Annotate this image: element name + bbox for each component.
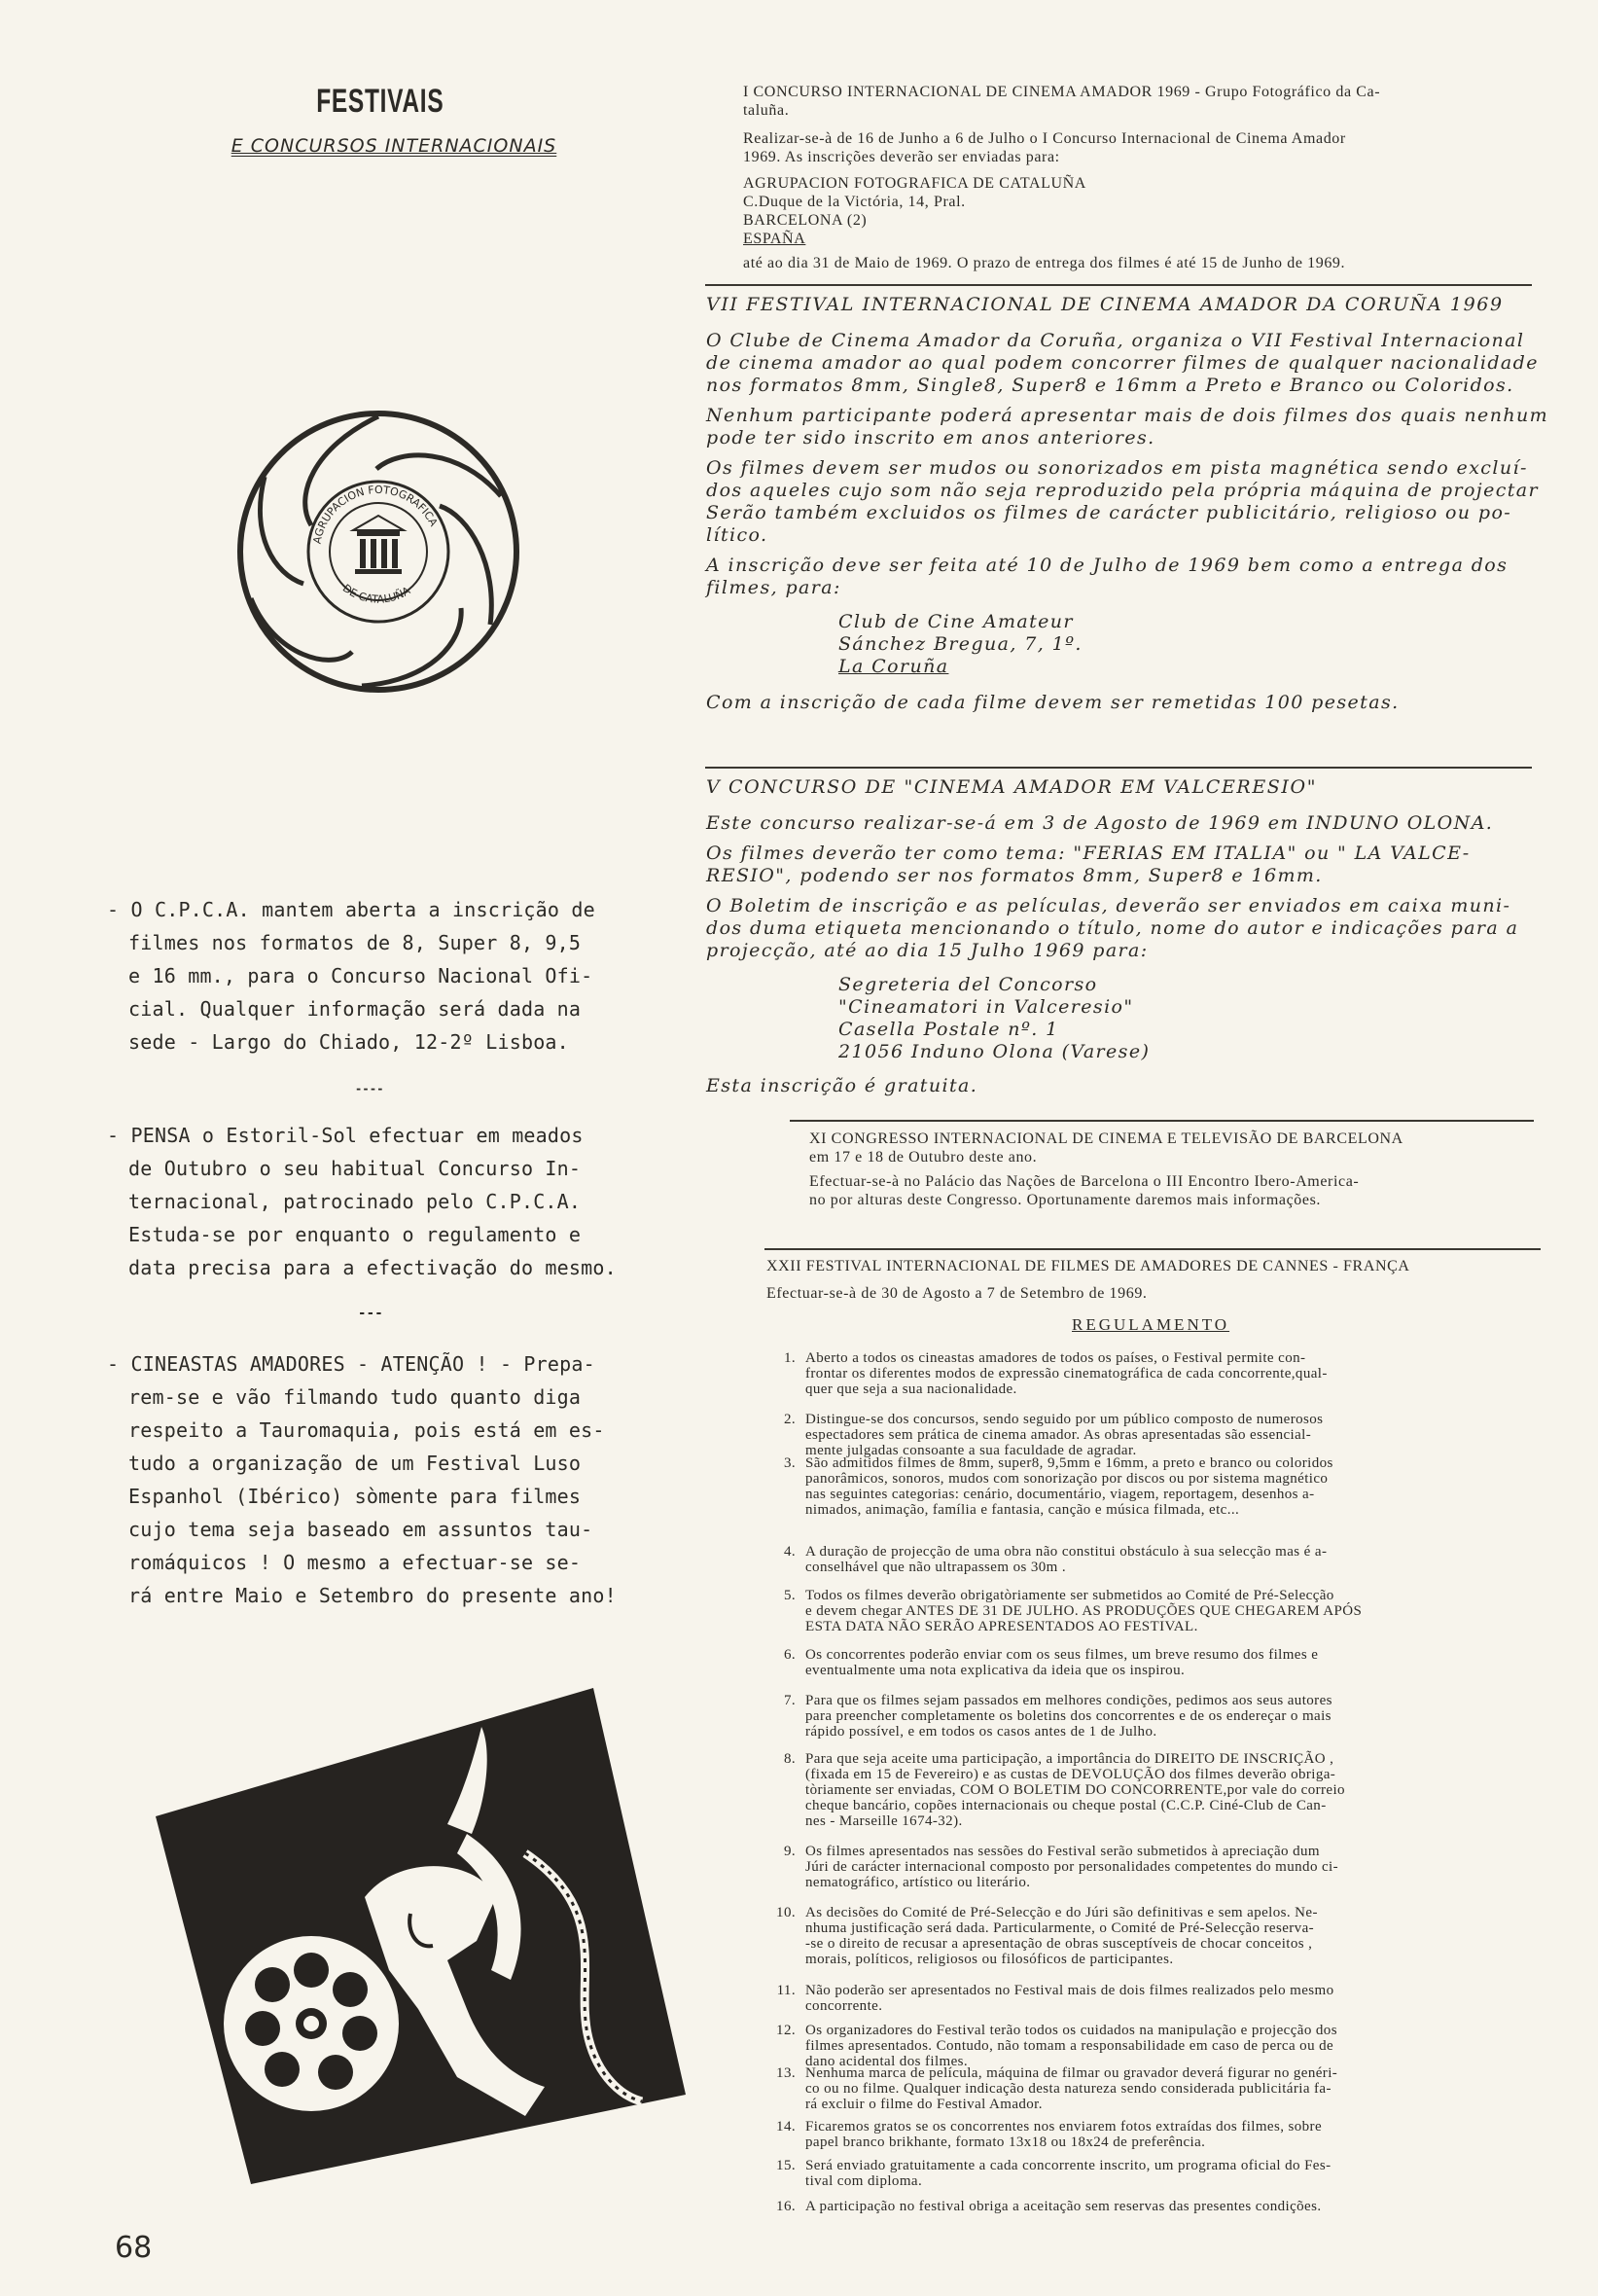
text-line: lítico. [706, 524, 768, 546]
regulation-line: morais, políticos, religiosos ou filosóficos de participantes. [805, 1952, 1174, 1967]
page-heading: FESTIVAIS [316, 83, 444, 120]
regulation-line: Não poderão ser apresentados no Festival mais de dois filmes realizados pelo mesmo [805, 1983, 1334, 1998]
regulation-line: Será enviado gratuitamente a cada concorrente inscrito, um programa oficial do Fes- [805, 2158, 1332, 2173]
regulation-line: A duração de projecção de uma obra não constitui obstáculo à sua selecção mas é a- [805, 1544, 1328, 1560]
regulation-text [805, 1647, 1540, 1678]
cannes-dates: Efectuar-se-à de 30 de Agosto a 7 de Setembro de 1969. [766, 1285, 1148, 1302]
regulation-line: nes - Marseille 1674-32). [805, 1813, 963, 1829]
note-line: cial. Qualquer informação será dada na [128, 997, 582, 1021]
note-line: e 16 mm., para o Concurso Nacional Ofi- [128, 964, 593, 987]
address-line: Casella Postale nº. 1 [838, 1019, 1059, 1040]
regulation-number: 14. [776, 2119, 796, 2135]
regulation-line: nas seguintes categorias: cenário, documentário, viagem, reportagem, desenhos a- [805, 1487, 1315, 1502]
text-line: em 17 e 18 de Outubro deste ano. [809, 1149, 1038, 1166]
note-line: Estuda-se por enquanto o regulamento e [128, 1223, 582, 1246]
regulation-line: tival com diploma. [805, 2173, 923, 2189]
text-line: dos duma etiqueta mencionando o título, nome do autor e indicações para a [706, 917, 1519, 939]
regulation-number: 6. [783, 1647, 796, 1663]
coruna-paragraph [706, 405, 1549, 449]
regulation-line: Os concorrentes poderão enviar com os seus filmes, um breve resumo dos filmes e [805, 1647, 1319, 1663]
text-line: nos formatos 8mm, Single8, Super8 e 16mm a Preto e Branco ou Coloridos. [706, 375, 1514, 396]
regulation-line: Ficaremos gratos se os concorrentes nos enviarem fotos extraídas dos filmes, sobre [805, 2119, 1323, 2135]
regulation-line: Nenhuma marca de película, máquina de filmar ou gravador deverá figurar no genéri- [805, 2065, 1338, 2081]
coruna-address [706, 611, 1543, 678]
regulation-line: nematográfico, artístico ou literário. [805, 1875, 1031, 1890]
regulation-line: para preencher completamente os boletins dos concorrentes e de os endereçar o mais [805, 1708, 1332, 1724]
regulation-text [805, 1588, 1540, 1634]
regulation-line: frontar os diferentes modos de expressão cinematográfica de cada concorrente,qual- [805, 1366, 1328, 1381]
valceresio-address [706, 974, 1543, 1063]
regulation-text [805, 1350, 1540, 1397]
regulation-text [805, 2065, 1540, 2112]
regulation-line: filmes apresentados. Contudo, não tomam a responsabilidade em caso de perca ou de [805, 2038, 1334, 2054]
regulation-number: 15. [776, 2158, 796, 2173]
regulation-line: nimados, animação, família e fantasia, canção e música filmada, etc... [805, 1502, 1240, 1518]
note-line: cujo tema seja baseado em assuntos tau- [128, 1518, 593, 1541]
cannes-title: XXII FESTIVAL INTERNACIONAL DE FILMES DE AMADORES DE CANNES - FRANÇA [766, 1258, 1410, 1274]
address-line: La Coruña [838, 656, 949, 677]
divider [790, 1120, 1534, 1122]
separator: ---- [355, 1082, 384, 1095]
regulation-line: Distingue-se dos concursos, sendo seguido por um público composto de numerosos [805, 1412, 1324, 1427]
coruna-paragraph [706, 330, 1543, 397]
catalunya-section [743, 83, 1541, 272]
regulation-line: São admitidos filmes de 8mm, super8, 9,5mm e 16mm, a preto e branco ou coloridos [805, 1455, 1333, 1471]
logo-bottom-text: DE CATALUÑA [339, 582, 413, 606]
regulation-number: 1. [783, 1350, 796, 1366]
note-line: Espanhol (Ibérico) sòmente para filmes [128, 1485, 582, 1508]
address-line: "Cineamatori in Valceresio" [838, 996, 1134, 1018]
matador-film-reel-illustration [156, 1688, 691, 2194]
valceresio-section [706, 776, 1543, 1097]
regulation-number: 11. [776, 1983, 796, 1998]
regulation-text [805, 2199, 1540, 2214]
text-line: Os filmes deverão ter como tema: "FERIAS EM ITALIA" ou " LA VALCE- [706, 843, 1471, 864]
regulamento-title: REGULAMENTO [1072, 1315, 1230, 1334]
regulation-line: mente julgadas consoante a sua faculdade de agradar. [805, 1443, 1137, 1458]
catalunya-text-line: 1969. As inscrições deverão ser enviadas para: [743, 149, 1060, 165]
note-line: data precisa para a efectivação do mesmo. [128, 1256, 617, 1279]
regulation-number: 8. [783, 1751, 796, 1767]
catalunya-title-line: I CONCURSO INTERNACIONAL DE CINEMA AMADOR 1969 - Grupo Fotográfico da Ca- [743, 84, 1381, 100]
logo-ring-text: AGRUPACION FOTOGRAFICA [310, 483, 441, 546]
regulation-line: (fixada em 15 de Fevereiro) e as custas de DEVOLUÇÃO dos filmes deverão obriga- [805, 1767, 1336, 1782]
coruna-section [706, 294, 1549, 714]
regulation-line: e devem chegar ANTES DE 31 DE JULHO. AS PRODUÇÕES QUE CHEGAREM APÓS [805, 1603, 1363, 1619]
regulation-line: quer que seja a sua nacionalidade. [805, 1381, 1017, 1397]
regulation-line: tòriamente ser enviadas, COM O BOLETIM DO CONCORRENTE,por vale do correio [805, 1782, 1345, 1798]
regulation-number: 2. [783, 1412, 796, 1427]
text-line: XI CONGRESSO INTERNACIONAL DE CINEMA E TELEVISÃO DE BARCELONA [809, 1130, 1403, 1147]
regulation-number: 10. [776, 1905, 796, 1920]
regulation-line: Para que os filmes sejam passados em melhores condições, pedimos aos seus autores [805, 1693, 1332, 1708]
regulation-text [805, 1412, 1540, 1458]
catalunya-address-line: BARCELONA (2) [743, 212, 868, 229]
note-line: filmes nos formatos de 8, Super 8, 9,5 [128, 931, 582, 954]
regulation-line: Aberto a todos os cineastas amadores de todos os países, o Festival permite con- [805, 1350, 1306, 1366]
address-line: Club de Cine Amateur [838, 611, 1074, 632]
regulation-line: Para que seja aceite uma participação, a importância do DIREITO DE INSCRIÇÃO , [805, 1751, 1334, 1767]
regulation-text [805, 2158, 1540, 2189]
text-line: A inscrição deve ser feita até 10 de Julho de 1969 bem como a entrega dos [706, 555, 1509, 576]
text-line: Esta inscrição é gratuita. [706, 1075, 978, 1096]
regulation-text [805, 2023, 1540, 2069]
text-line: projecção, até ao dia 15 Julho 1969 para: [706, 940, 1149, 961]
note-cpca-concurso [107, 893, 613, 1058]
regulation-line: concorrente. [805, 1998, 883, 2014]
text-line: de cinema amador ao qual podem concorrer filmes de qualquer nacionalidade [706, 352, 1539, 374]
regulation-number: 16. [776, 2199, 796, 2214]
catalunya-text-line: Realizar-se-à de 16 de Junho a 6 de Julho o I Concurso Internacional de Cinema Amador [743, 130, 1346, 147]
regulation-line: rápido possível, e em todos os casos antes de 1 de Julho. [805, 1724, 1157, 1740]
regulation-line: espectadores sem prática de cinema amador. As obras apresentadas são essencial- [805, 1427, 1312, 1443]
address-line: Sánchez Bregua, 7, 1º. [838, 633, 1083, 655]
note-tauromaquia [107, 1347, 652, 1612]
regulation-text [805, 1544, 1540, 1575]
note-line: ternacional, patrocinado pelo C.P.C.A. [128, 1190, 582, 1213]
regulation-text [805, 1983, 1540, 2014]
regulation-line: co ou no filme. Qualquer indicação desta natureza sendo considerada publicitária fa- [805, 2081, 1332, 2097]
regulation-line: panorâmicos, sonoros, mudos com sonorização por discos ou por sistema magnético [805, 1471, 1329, 1487]
regulation-line: Os organizadores do Festival terão todos os cuidados na manipulação e projecção dos [805, 2023, 1337, 2038]
text-line: Este concurso realizar-se-á em 3 de Agosto de 1969 em INDUNO OLONA. [706, 812, 1494, 834]
note-line: rem-se e vão filmando tudo quanto diga [128, 1385, 582, 1409]
valceresio-title: V CONCURSO DE "CINEMA AMADOR EM VALCERESIO" [706, 776, 1318, 798]
camera-shutter-logo [235, 409, 522, 696]
regulation-line: Todos os filmes deverão obrigatòriamente ser submetidos ao Comité de Pré-Selecção [805, 1588, 1334, 1603]
barcelona-section [809, 1130, 1548, 1209]
regulation-number: 5. [783, 1588, 796, 1603]
regulation-line: A participação no festival obriga a aceitação sem reservas das presentes condições. [805, 2199, 1322, 2214]
regulation-line: As decisões do Comité de Pré-Selecção e do Júri são definitivas e sem apelos. Ne- [805, 1905, 1318, 1920]
regulation-number: 13. [776, 2065, 796, 2081]
divider [764, 1248, 1541, 1250]
catalunya-address-line: AGRUPACION FOTOGRAFICA DE CATALUÑA [743, 175, 1086, 192]
note-line: respeito a Tauromaquia, pois está em es- [128, 1418, 605, 1442]
note-line: rá entre Maio e Setembro do presente ano! [128, 1584, 617, 1607]
text-line: Efectuar-se-à no Palácio das Nações de Barcelona o III Encontro Ibero-America- [809, 1173, 1360, 1190]
regulation-number: 3. [783, 1455, 796, 1471]
regulation-number: 9. [783, 1844, 796, 1859]
text-line: pode ter sido inscrito em anos anteriores. [706, 427, 1155, 448]
regulation-line: conselhável que não ultrapassem os 30m . [805, 1560, 1067, 1575]
regulation-number: 12. [776, 2023, 796, 2038]
text-line: O Boletim de inscrição e as películas, deverão ser enviados em caixa muni- [706, 895, 1511, 916]
regulation-line: rá excluir o filme do Festival Amador. [805, 2097, 1043, 2112]
address-line: 21056 Induno Olona (Varese) [838, 1041, 1151, 1062]
text-line: Os filmes devem ser mudos ou sonorizados em pista magnética sendo excluí- [706, 457, 1528, 479]
text-line: Serão também excluidos os filmes de carácter publicitário, religioso ou po- [706, 502, 1512, 523]
text-line: Nenhum participante poderá apresentar mais de dois filmes dos quais nenhum [706, 405, 1549, 426]
note-line: - PENSA o Estoril-Sol efectuar em meados [107, 1124, 584, 1147]
regulation-line: Júri de carácter internacional composto por personalidades competentes do mundo ci- [805, 1859, 1339, 1875]
regulation-number: 7. [783, 1693, 796, 1708]
regulation-text [805, 1693, 1540, 1740]
coruna-fee-note: Com a inscrição de cada filme devem ser remetidas 100 pesetas. [706, 692, 1400, 713]
note-line: - O C.P.C.A. mantem aberta a inscrição de [107, 898, 595, 921]
coruna-title: VII FESTIVAL INTERNACIONAL DE CINEMA AMADOR DA CORUÑA 1969 [706, 294, 1504, 315]
note-line: de Outubro o seu habitual Concurso In- [128, 1157, 582, 1180]
catalunya-title-line: taluña. [743, 102, 790, 119]
note-line: romáquicos ! O mesmo a efectuar-se se- [128, 1551, 582, 1574]
valceresio-paragraph [706, 895, 1543, 962]
note-line: - CINEASTAS AMADORES - ATENÇÃO ! - Prepa- [107, 1352, 595, 1376]
text-line: O Clube de Cinema Amador da Coruña, organiza o VII Festival Internacional [706, 330, 1525, 351]
separator: --- [358, 1306, 383, 1321]
catalunya-address-line: ESPAÑA [743, 231, 806, 247]
divider [705, 284, 1532, 286]
page-number: 68 [115, 2231, 153, 2265]
catalunya-address-line: C.Duque de la Victória, 14, Pral. [743, 194, 966, 210]
regulation-line: nhuma justificação será dada. Particularmente, o Comité de Pré-Selecção reserva- [805, 1920, 1315, 1936]
divider [705, 767, 1532, 769]
page-subheading: E CONCURSOS INTERNACIONAIS [231, 135, 557, 157]
note-line: sede - Largo do Chiado, 12-2º Lisboa. [128, 1030, 569, 1054]
regulation-line: Os filmes apresentados nas sessões do Festival serão submetidos à apreciação dum [805, 1844, 1320, 1859]
coruna-paragraph [706, 555, 1543, 599]
regulation-text [805, 2119, 1540, 2150]
regulation-text [805, 1905, 1540, 1967]
note-line: tudo a organização de um Festival Luso [128, 1452, 582, 1475]
catalunya-deadline: até ao dia 31 de Maio de 1969. O prazo de entrega dos filmes é até 15 de Junho de 1969. [743, 255, 1346, 271]
regulation-line: -se o direito de recusar a apresentação de obras susceptíveis de chocar conceitos , [805, 1936, 1313, 1952]
text-line: dos aqueles cujo som não seja reproduzido pela própria máquina de projectar [706, 480, 1540, 501]
valceresio-paragraph [706, 843, 1543, 887]
address-line: Segreteria del Concorso [838, 974, 1098, 995]
regulation-number: 4. [783, 1544, 796, 1560]
note-estoril-sol [107, 1119, 632, 1284]
regulation-line: ESTA DATA NÃO SERÃO APRESENTADOS AO FESTIVAL. [805, 1619, 1198, 1634]
text-line: no por alturas deste Congresso. Oportunamente daremos mais informações. [809, 1192, 1322, 1208]
coruna-paragraph [706, 457, 1543, 547]
regulation-line: eventualmente uma nota explicativa da ideia que os inspirou. [805, 1663, 1186, 1678]
regulation-line: dano acidental dos filmes. [805, 2054, 969, 2069]
regulation-text [805, 1844, 1540, 1890]
regulation-line: cheque bancário, copões internacionais ou cheque postal (C.C.P. Ciné-Club de Can- [805, 1798, 1327, 1813]
regulation-text [805, 1751, 1540, 1829]
text-line: RESIO", podendo ser nos formatos 8mm, Super8 e 16mm. [706, 865, 1323, 886]
regulation-text [805, 1455, 1540, 1518]
text-line: filmes, para: [706, 577, 841, 598]
regulation-line: papel branco brikhante, formato 13x18 ou 18x24 de preferência. [805, 2135, 1206, 2150]
